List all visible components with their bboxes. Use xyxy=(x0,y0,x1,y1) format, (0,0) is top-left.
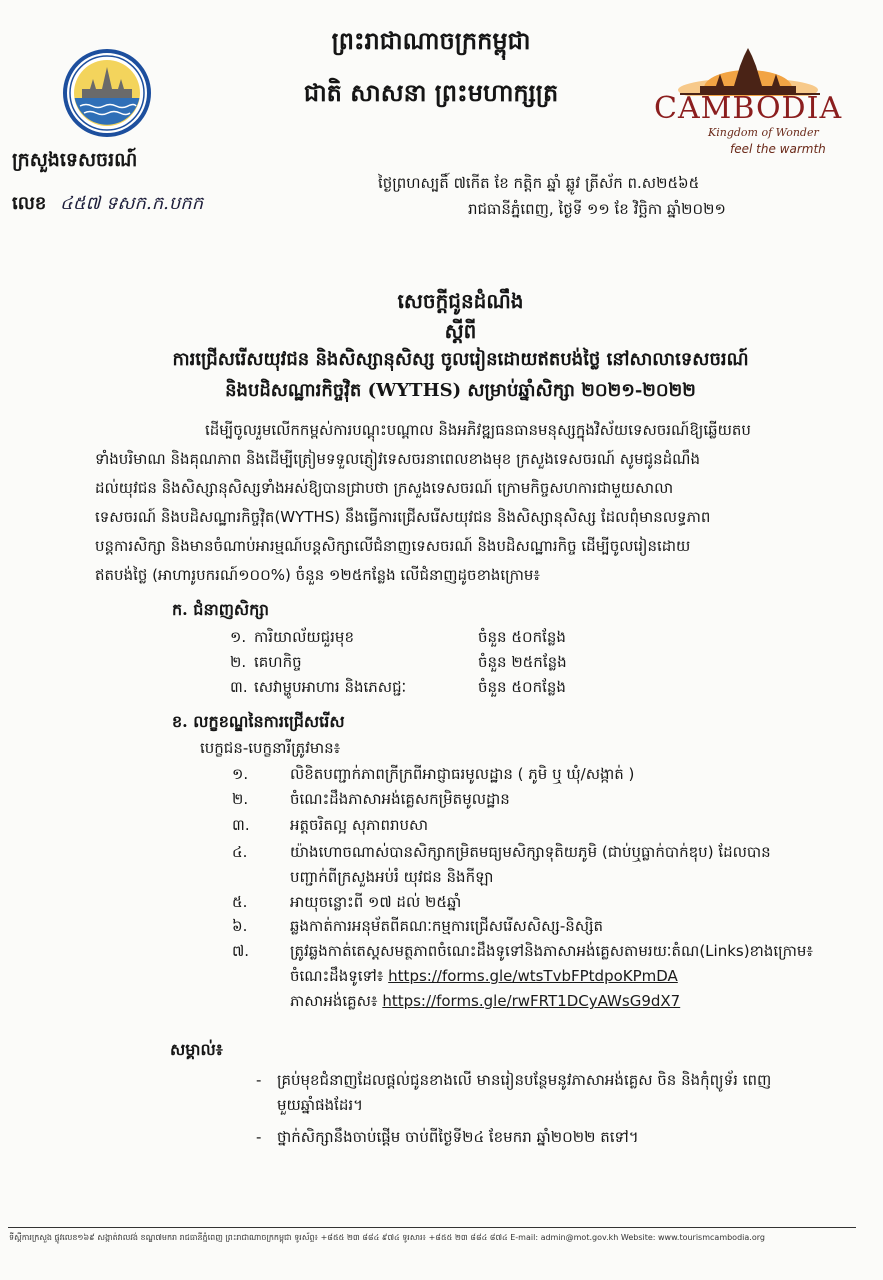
criteria-text: យ៉ាងហោចណាស់បានសិក្សាកម្រិតមធ្យមសិក្សាទុតិយភូមិ (ជាប់ឬធ្លាក់បាក់ឌុប) ដែលបាន xyxy=(290,843,771,861)
skill-seat-count: ចំនួន ៥០កន្លែង xyxy=(478,628,566,646)
footer-contact: ទីស្តីការក្រសួង ផ្លូវលេខ១៦៩ សង្កាត់វាលវង់ ខណ្ឌ៧មករា រាជធានីភ្នំពេញ ព្រះរាជាណាចក្រកម្ពុជា ទូរស័ព្ទ៖ +៨៥៥ ២៣ ៨៨៤ ៩៧៤ ទូរសារ៖ +៨៥៥ ២៣ ៨៨៤ ៨៧៤ E-mail: admin@mot.gov.kh Website: www.tourismcambodia.org xyxy=(9,1233,765,1242)
reference-label: លេខ xyxy=(12,193,47,214)
general-knowledge-test-link[interactable]: https://forms.gle/wtsTvbFPtdpoKPmDA xyxy=(388,967,678,985)
notice-subject-line-1: ការជ្រើសរើសយុវជន និងសិស្សានុសិស្ស ចូលរៀនដោយឥតបង់ថ្លៃ នៅសាលាទេសចរណ៍ xyxy=(172,349,749,370)
note-text: ថ្នាក់សិក្សានឹងចាប់ផ្តើម ចាប់ពីថ្ងៃទី២៤ ខែមករា ឆ្នាំ២០២២ តទៅ។ xyxy=(277,1128,639,1146)
list-item-number: ១. xyxy=(230,628,247,646)
body-line: ទាំងបរិមាណ និងគុណភាព និងដើម្បីត្រៀមទទួលភ្ញៀវទេសចរនាពេលខាងមុខ ក្រសួងទេសចរណ៍ សូមជូនដំណឹង xyxy=(95,450,701,468)
solar-date: រាជធានីភ្នំពេញ, ថ្ងៃទី ១១ ខែ វិច្ឆិកា ឆ្នាំ២០២១ xyxy=(468,200,726,218)
list-item-number: ៧. xyxy=(232,942,250,960)
bullet-dash: - xyxy=(256,1128,262,1146)
criteria-text: អត្តចរិតល្អ សុភាពរាបសា xyxy=(290,816,429,834)
kingdom-heading: ព្រះរាជាណាចក្រកម្ពុជា xyxy=(331,26,531,55)
list-item-number: ៥. xyxy=(232,893,248,911)
notes-heading: សម្គាល់៖ xyxy=(170,1040,223,1059)
criteria-text: លិខិតបញ្ជាក់ភាពក្រីក្រពីអាជ្ញាធរមូលដ្ឋាន ( ភូមិ ឬ ឃុំ/សង្កាត់ ) xyxy=(290,765,635,783)
brand-tagline: Kingdom of Wonder xyxy=(708,126,819,139)
brand-slogan: feel the warmth xyxy=(730,142,826,156)
brand-name: CAMBODIA xyxy=(654,91,843,126)
footer-divider xyxy=(8,1227,856,1228)
note-text: មួយឆ្នាំផងដែរ។ xyxy=(277,1096,364,1114)
skill-label: សេវាម្ហូបអាហារ និងភេសជ្ជៈ xyxy=(254,678,407,696)
criteria-intro: បេក្ខជន-បេក្ខនារីត្រូវមាន៖ xyxy=(200,739,341,757)
criteria-text: ត្រូវឆ្លងកាត់តេស្តសមត្ថភាពចំណេះដឹងទូទៅនិងភាសាអង់គ្លេសតាមរយៈតំណ(Links)ខាងក្រោម៖ xyxy=(290,942,813,960)
body-line: ដល់យុវជន និងសិស្សានុសិស្សទាំងអស់ឱ្យបានជ្រាបថា ក្រសួងទេសចរណ៍ ក្រោមកិច្ចសហការជាមួយសាលា xyxy=(95,479,674,497)
criteria-text: អាយុចន្លោះពី ១៧ ដល់ ២៥ឆ្នាំ xyxy=(290,893,462,911)
criteria-text: បញ្ជាក់ពីក្រសួងអប់រំ យុវជន និងកីឡា xyxy=(290,868,494,886)
skills-heading: ក. ជំនាញសិក្សា xyxy=(172,600,269,619)
skill-seat-count: ចំនួន ៥០កន្លែង xyxy=(478,678,566,696)
list-item-number: ៦. xyxy=(232,917,248,935)
body-line: ដើម្បីចូលរួមលើកកម្ពស់ការបណ្តុះបណ្តាល និងអភិវឌ្ឍធនធានមនុស្សក្នុងវិស័យទេសចរណ៍ឱ្យឆ្លើយតប xyxy=(205,421,751,439)
national-motto: ជាតិ សាសនា ព្រះមហាក្សត្រ xyxy=(303,78,559,107)
list-item-number: ២. xyxy=(232,790,249,808)
notice-about: ស្តីពី xyxy=(444,319,477,343)
body-line: បន្តការសិក្សា និងមានចំណាប់អារម្មណ៍បន្តសិក្សាលើជំនាញទេសចរណ៍ និងបដិសណ្ឋារកិច្ច ដើម្បីចូលរៀនដោយ xyxy=(95,537,691,555)
test-link-label: ភាសាអង់គ្លេស៖ xyxy=(290,992,378,1010)
criteria-text: ឆ្លងកាត់ការអនុម័តពីគណៈកម្មការជ្រើសរើសសិស្ស-និស្សិត xyxy=(290,917,604,935)
criteria-heading: ខ. លក្ខខណ្ឌនៃការជ្រើសរើស xyxy=(172,712,345,731)
reference-number: ៤៥៧ ទសក.ក.បកក xyxy=(60,193,204,214)
test-link-label: ចំណេះដឹងទូទៅ៖ xyxy=(290,967,384,985)
note-text: គ្រប់មុខជំនាញដែលផ្តល់ជូនខាងលើ មានរៀនបន្ថែមនូវភាសាអង់គ្លេស ចិន និងកុំព្យូទ័រ ពេញ xyxy=(277,1071,772,1089)
list-item-number: ៣. xyxy=(230,678,248,696)
english-test-link[interactable]: https://forms.gle/rwFRT1DCyAWsG9dX7 xyxy=(382,992,681,1010)
list-item-number: ១. xyxy=(232,765,249,783)
body-line: ទេសចរណ៍ និងបដិសណ្ឋារកិច្ចវ៉ិត(WYTHS) នឹងធ្វើការជ្រើសរើសយុវជន និងសិស្សានុសិស្ស ដែលពុំមានលទ្ធភាព xyxy=(95,508,711,526)
ministry-seal-icon xyxy=(62,48,152,138)
bullet-dash: - xyxy=(256,1071,262,1089)
notice-subject-line-2: និងបដិសណ្ឋារកិច្ចវ៉ិត (WYTHS) សម្រាប់ឆ្នាំសិក្សា ២០២១-២០២២ xyxy=(225,380,696,401)
body-line: ឥតបង់ថ្លៃ (អាហារូបករណ៍១០០%) ចំនួន ១២៥កន្លែង លើជំនាញដូចខាងក្រោម៖ xyxy=(95,566,541,584)
angkor-temple-icon xyxy=(660,46,840,96)
criteria-text: ចំណេះដឹងភាសាអង់គ្លេសកម្រិតមូលដ្ឋាន xyxy=(290,790,510,808)
list-item-number: ៤. xyxy=(232,843,248,861)
list-item-number: ៣. xyxy=(232,816,250,834)
skill-label: ការិយាល័យជួរមុខ xyxy=(254,628,354,646)
test-link-row xyxy=(290,988,850,1014)
test-link-row xyxy=(290,963,850,989)
notice-title: សេចក្តីជូនដំណឹង xyxy=(397,289,524,313)
reference-line xyxy=(12,190,203,218)
ministry-name: ក្រសួងទេសចរណ៍ xyxy=(12,149,138,171)
list-item-number: ២. xyxy=(230,653,247,671)
skill-seat-count: ចំនួន ២៥កន្លែង xyxy=(478,653,567,671)
lunar-date: ថ្ងៃព្រហស្បតិ៍ ៧កើត ខែ កត្តិក ឆ្នាំ ឆ្លូវ ត្រីស័ក ព.ស២៥៦៥ xyxy=(378,174,700,192)
skill-label: គេហកិច្ច xyxy=(254,653,302,671)
